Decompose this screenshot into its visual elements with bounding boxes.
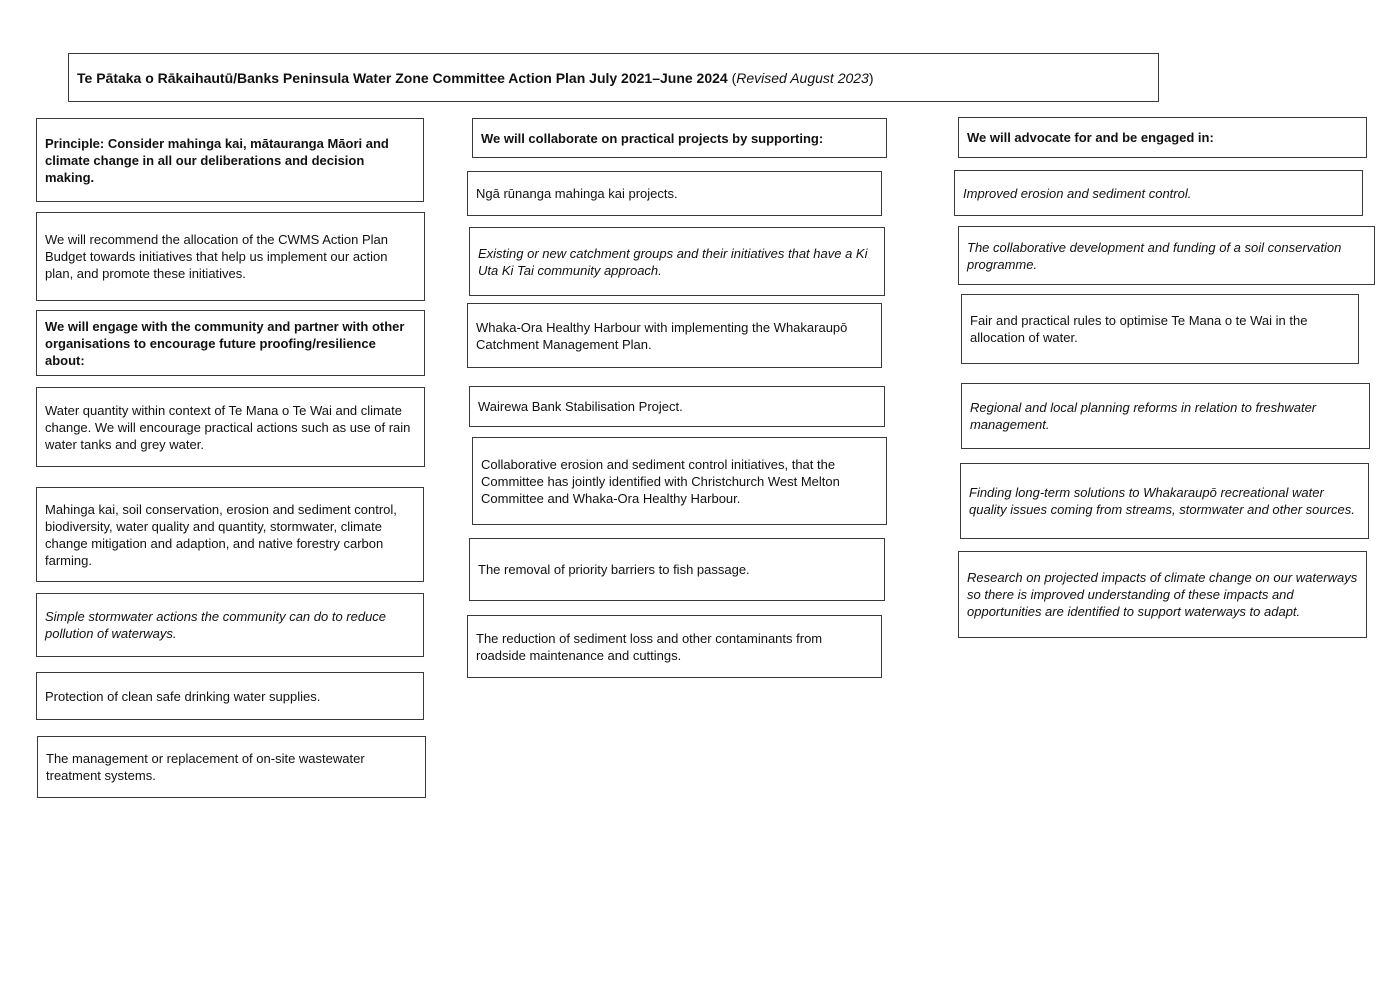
middle-item: Whaka-Ora Healthy Harbour with implementing the Whakaraupō Catchment Management Plan.	[467, 303, 882, 368]
advocate-heading-box	[958, 117, 1367, 158]
middle-item: Existing or new catchment groups and their initiatives that have a Ki Uta Ki Tai community approach.	[469, 227, 885, 296]
principle-box	[36, 118, 424, 202]
left-item: Mahinga kai, soil conservation, erosion and sediment control, biodiversity, water quality and quantity, stormwater, climate change mitigation and adaption, and native forestry carbon farming.	[36, 487, 424, 582]
middle-item: The removal of priority barriers to fish passage.	[469, 538, 885, 601]
right-item: The collaborative development and funding of a soil conservation programme.	[958, 226, 1375, 285]
engage-heading-box	[36, 310, 425, 376]
right-item: Regional and local planning reforms in relation to freshwater management.	[961, 383, 1370, 449]
middle-item: Ngā rūnanga mahinga kai projects.	[467, 171, 882, 216]
left-item: Simple stormwater actions the community can do to reduce pollution of waterways.	[36, 593, 424, 657]
plan-title: Te Pātaka o Rākaihautū/Banks Peninsula Water Zone Committee Action Plan July 2021–June 2024 (Revised August 2023)	[77, 69, 874, 86]
left-item: Water quantity within context of Te Mana o Te Wai and climate change. We will encourage practical actions such as use of rain water tanks and grey water.	[36, 387, 425, 467]
recommend-text: We will recommend the allocation of the CWMS Action Plan Budget towards initiatives that help us implement our action plan, and promote these initiatives.	[45, 232, 388, 281]
plan-title-main: Te Pātaka o Rākaihautū/Banks Peninsula Water Zone Committee Action Plan July 2021–June 2024	[77, 69, 728, 86]
middle-item: The reduction of sediment loss and other contaminants from roadside maintenance and cuttings.	[467, 615, 882, 678]
plan-title-revised: Revised August 2023	[736, 69, 869, 86]
middle-item: Collaborative erosion and sediment control initiatives, that the Committee has jointly identified with Christchurch West Melton Committee and Whaka-Ora Healthy Harbour.	[472, 437, 887, 525]
plan-title-box	[68, 53, 1159, 102]
advocate-heading: We will advocate for and be engaged in:	[967, 130, 1214, 145]
principle-text: Principle: Consider mahinga kai, mātauranga Māori and climate change in all our deliberations and decision making.	[45, 135, 389, 185]
right-item: Improved erosion and sediment control.	[954, 170, 1363, 216]
middle-item: Wairewa Bank Stabilisation Project.	[469, 386, 885, 427]
collaborate-heading: We will collaborate on practical projects by supporting:	[481, 130, 824, 146]
right-item: Research on projected impacts of climate change on our waterways so there is improved understanding of these impacts and opportunities are identified to support waterways to adapt.	[958, 551, 1367, 638]
right-item: Finding long-term solutions to Whakaraupō recreational water quality issues coming from streams, stormwater and other sources.	[960, 463, 1369, 539]
right-item: Fair and practical rules to optimise Te Mana o te Wai in the allocation of water.	[961, 294, 1359, 364]
left-item: The management or replacement of on-site wastewater treatment systems.	[37, 736, 426, 798]
left-item: Protection of clean safe drinking water supplies.	[36, 672, 424, 720]
engage-heading: We will engage with the community and partner with other organisations to encourage future proofing/resilience about:	[45, 318, 405, 368]
collaborate-heading-box	[472, 118, 887, 158]
recommend-box	[36, 212, 425, 301]
